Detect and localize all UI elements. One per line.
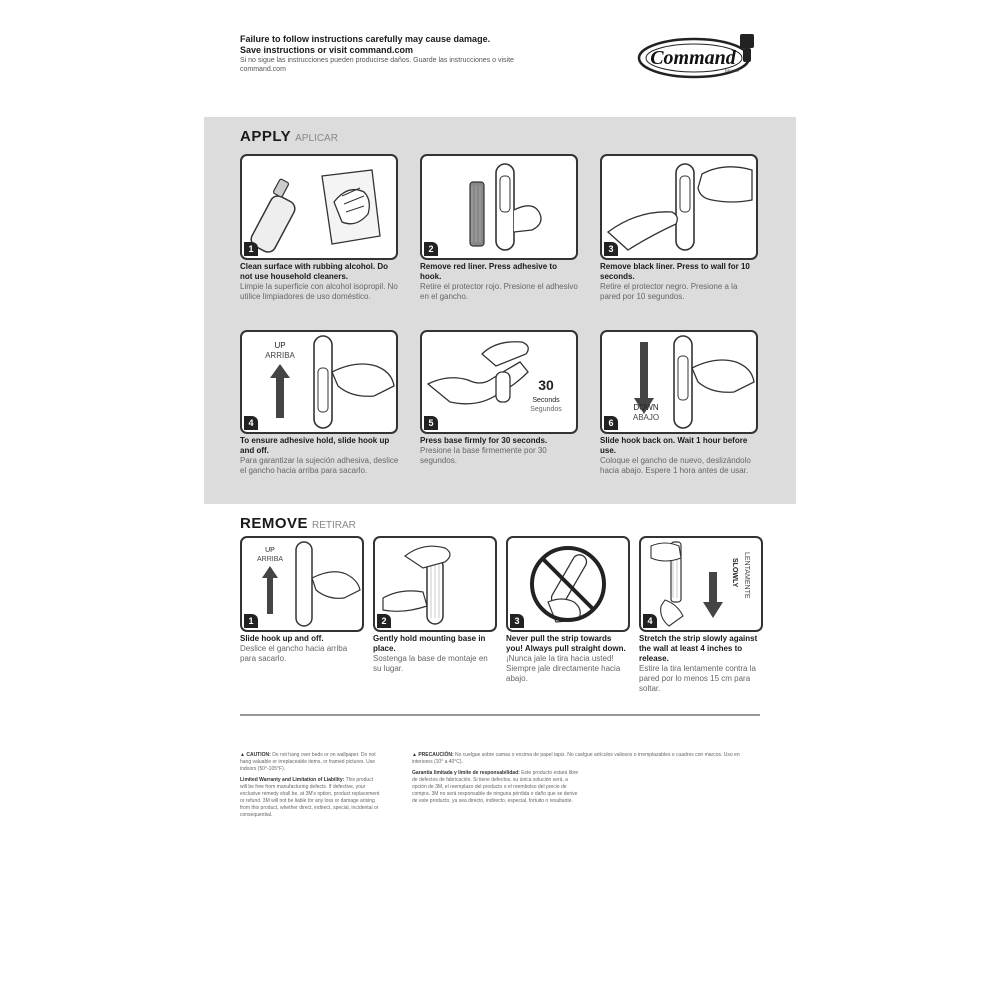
step-number: 1 [244, 614, 258, 628]
apply-step-4-caption: To ensure adhesive hold, slide hook up and off. Para garantizar la sujeción adhesiva, deslice el gancho hacia arriba para sacarlo. [240, 436, 399, 475]
seconds-label: Seconds [532, 397, 560, 404]
up-label: UP [274, 341, 286, 350]
apply-step-3-illustration [600, 154, 758, 260]
remove-step-1-caption: Slide hook up and off. Deslice el gancho hacia arriba para sacarlo. [240, 634, 348, 663]
caution-block-en: ▲ CAUTION: Do not hang over beds or on wallpaper. Do not hang valuable or irreplaceable items, or framed pictures. Use indoors (50°-105°F). Limited Warranty and Limitation of Liability: This product will be free from manufacturing defects. If defective, your exclusive remedy shall be, at 3M's option, product replacement or refund. 3M will not be liable for any loss or damage arising from this product, whether direct, indirect, special, incidental or consequential. [240, 752, 380, 818]
apply-title: APPLY APLICAR [240, 128, 338, 145]
step-number: 6 [604, 416, 618, 430]
step-number: 3 [510, 614, 524, 628]
apply-subtitle: APLICAR [295, 133, 338, 144]
apply-step-1-caption: Clean surface with rubbing alcohol. Do not use household cleaners. Limpie la superficie con alcohol isopropil. No utilice limpiadores de uso doméstico. [240, 262, 398, 301]
abajo-label: ABAJO [632, 413, 660, 422]
remove-subtitle: RETIRAR [312, 520, 356, 531]
command-logo [636, 24, 760, 84]
down-label: DOWN [633, 403, 659, 412]
step-number: 1 [244, 242, 258, 256]
warning-en: Failure to follow instructions carefully may cause damage. [240, 34, 491, 44]
down-arrow-icon [703, 572, 723, 618]
remove-step-2-caption: Gently hold mounting base in place. Sostenga la base de montaje en su lugar. [373, 634, 488, 673]
remove-step-3-caption: Never pull the strip towards you! Always pull straight down. ¡Nunca jale la tira hacia usted! Siempre jale directamente hacia abajo. [506, 634, 626, 683]
arriba-label: ARRIBA [265, 351, 295, 360]
up-label: UP [265, 547, 275, 554]
apply-step-1-illustration [240, 154, 398, 260]
warning-es: Si no sigue las instrucciones pueden producirse daños. Guarde las instrucciones o visite command.com [240, 57, 514, 73]
remove-step-1-illustration [240, 536, 364, 632]
apply-step-6-caption: Slide hook back on. Wait 1 hour before use. Coloque el gancho de nuevo, deslizándolo hacia abajo. Espere 1 hora antes de usar. [600, 436, 751, 475]
up-arrow-icon [262, 566, 278, 614]
step-number: 2 [377, 614, 391, 628]
apply-step-6-illustration [600, 330, 758, 434]
logo-sub: BRAND [724, 68, 740, 73]
step-number: 3 [604, 242, 618, 256]
step-number: 4 [643, 614, 657, 628]
warning-icon: ▲ [412, 752, 419, 758]
remove-step-2-illustration [373, 536, 497, 632]
logo-text: Command [650, 47, 736, 69]
remove-title: REMOVE RETIRAR [240, 515, 356, 532]
apply-step-4-illustration [240, 330, 398, 434]
step-number: 5 [424, 416, 438, 430]
caution-block-es: ▲ PRECAUCIÓN: No cuelgue sobre camas o encima de papel tapiz. No cuelgue artículos valiosos o irremplazables o cuadros con marcos. Uso en interiores (10° a 40°C). Garantía limitada y límite de responsabilidad: Este producto estará libre de defectos de fabricación. Si tiene defectos, su única solución será, a opción de 3M, el reemplazo del producto o el reembolso del precio de compra. 3M no será responsable de ninguna pérdida o daño que se derive de este producto, ya sea directo, indirecto, especial, fortuito o resultante. [412, 752, 740, 804]
apply-step-2-caption: Remove red liner. Press adhesive to hook. Retire el protector rojo. Presione el adhesivo en el gancho. [420, 262, 578, 301]
save-en: Save instructions or visit command.com [240, 45, 414, 55]
remove-step-4-illustration [639, 536, 763, 632]
apply-step-2-illustration [420, 154, 578, 260]
remove-step-4-caption: Stretch the strip slowly against the wall at least 4 inches to release. Estire la tira lentamente contra la pared por lo menos 15 cm para soltar. [639, 634, 758, 693]
lentamente-label: LENTAMENTE [743, 552, 750, 599]
apply-step-3-caption: Remove black liner. Press to wall for 10 seconds. Retire el protector negro. Presione a la pared por 10 segundos. [600, 262, 750, 301]
up-arrow-icon [270, 364, 290, 418]
step-number: 4 [244, 416, 258, 430]
apply-step-5-illustration [420, 330, 578, 434]
apply-step-5-caption: Press base firmly for 30 seconds. Presione la base firmemente por 30 segundos. [420, 436, 548, 465]
thirty-label: 30 [538, 377, 554, 393]
header-warning [240, 34, 540, 74]
slowly-label: SLOWLY [731, 558, 738, 588]
segundos-label: Segundos [530, 406, 562, 413]
arriba-label: ARRIBA [256, 556, 284, 563]
divider [240, 714, 760, 716]
remove-step-3-illustration [506, 536, 630, 632]
step-number: 2 [424, 242, 438, 256]
warning-icon: ▲ [240, 752, 247, 758]
